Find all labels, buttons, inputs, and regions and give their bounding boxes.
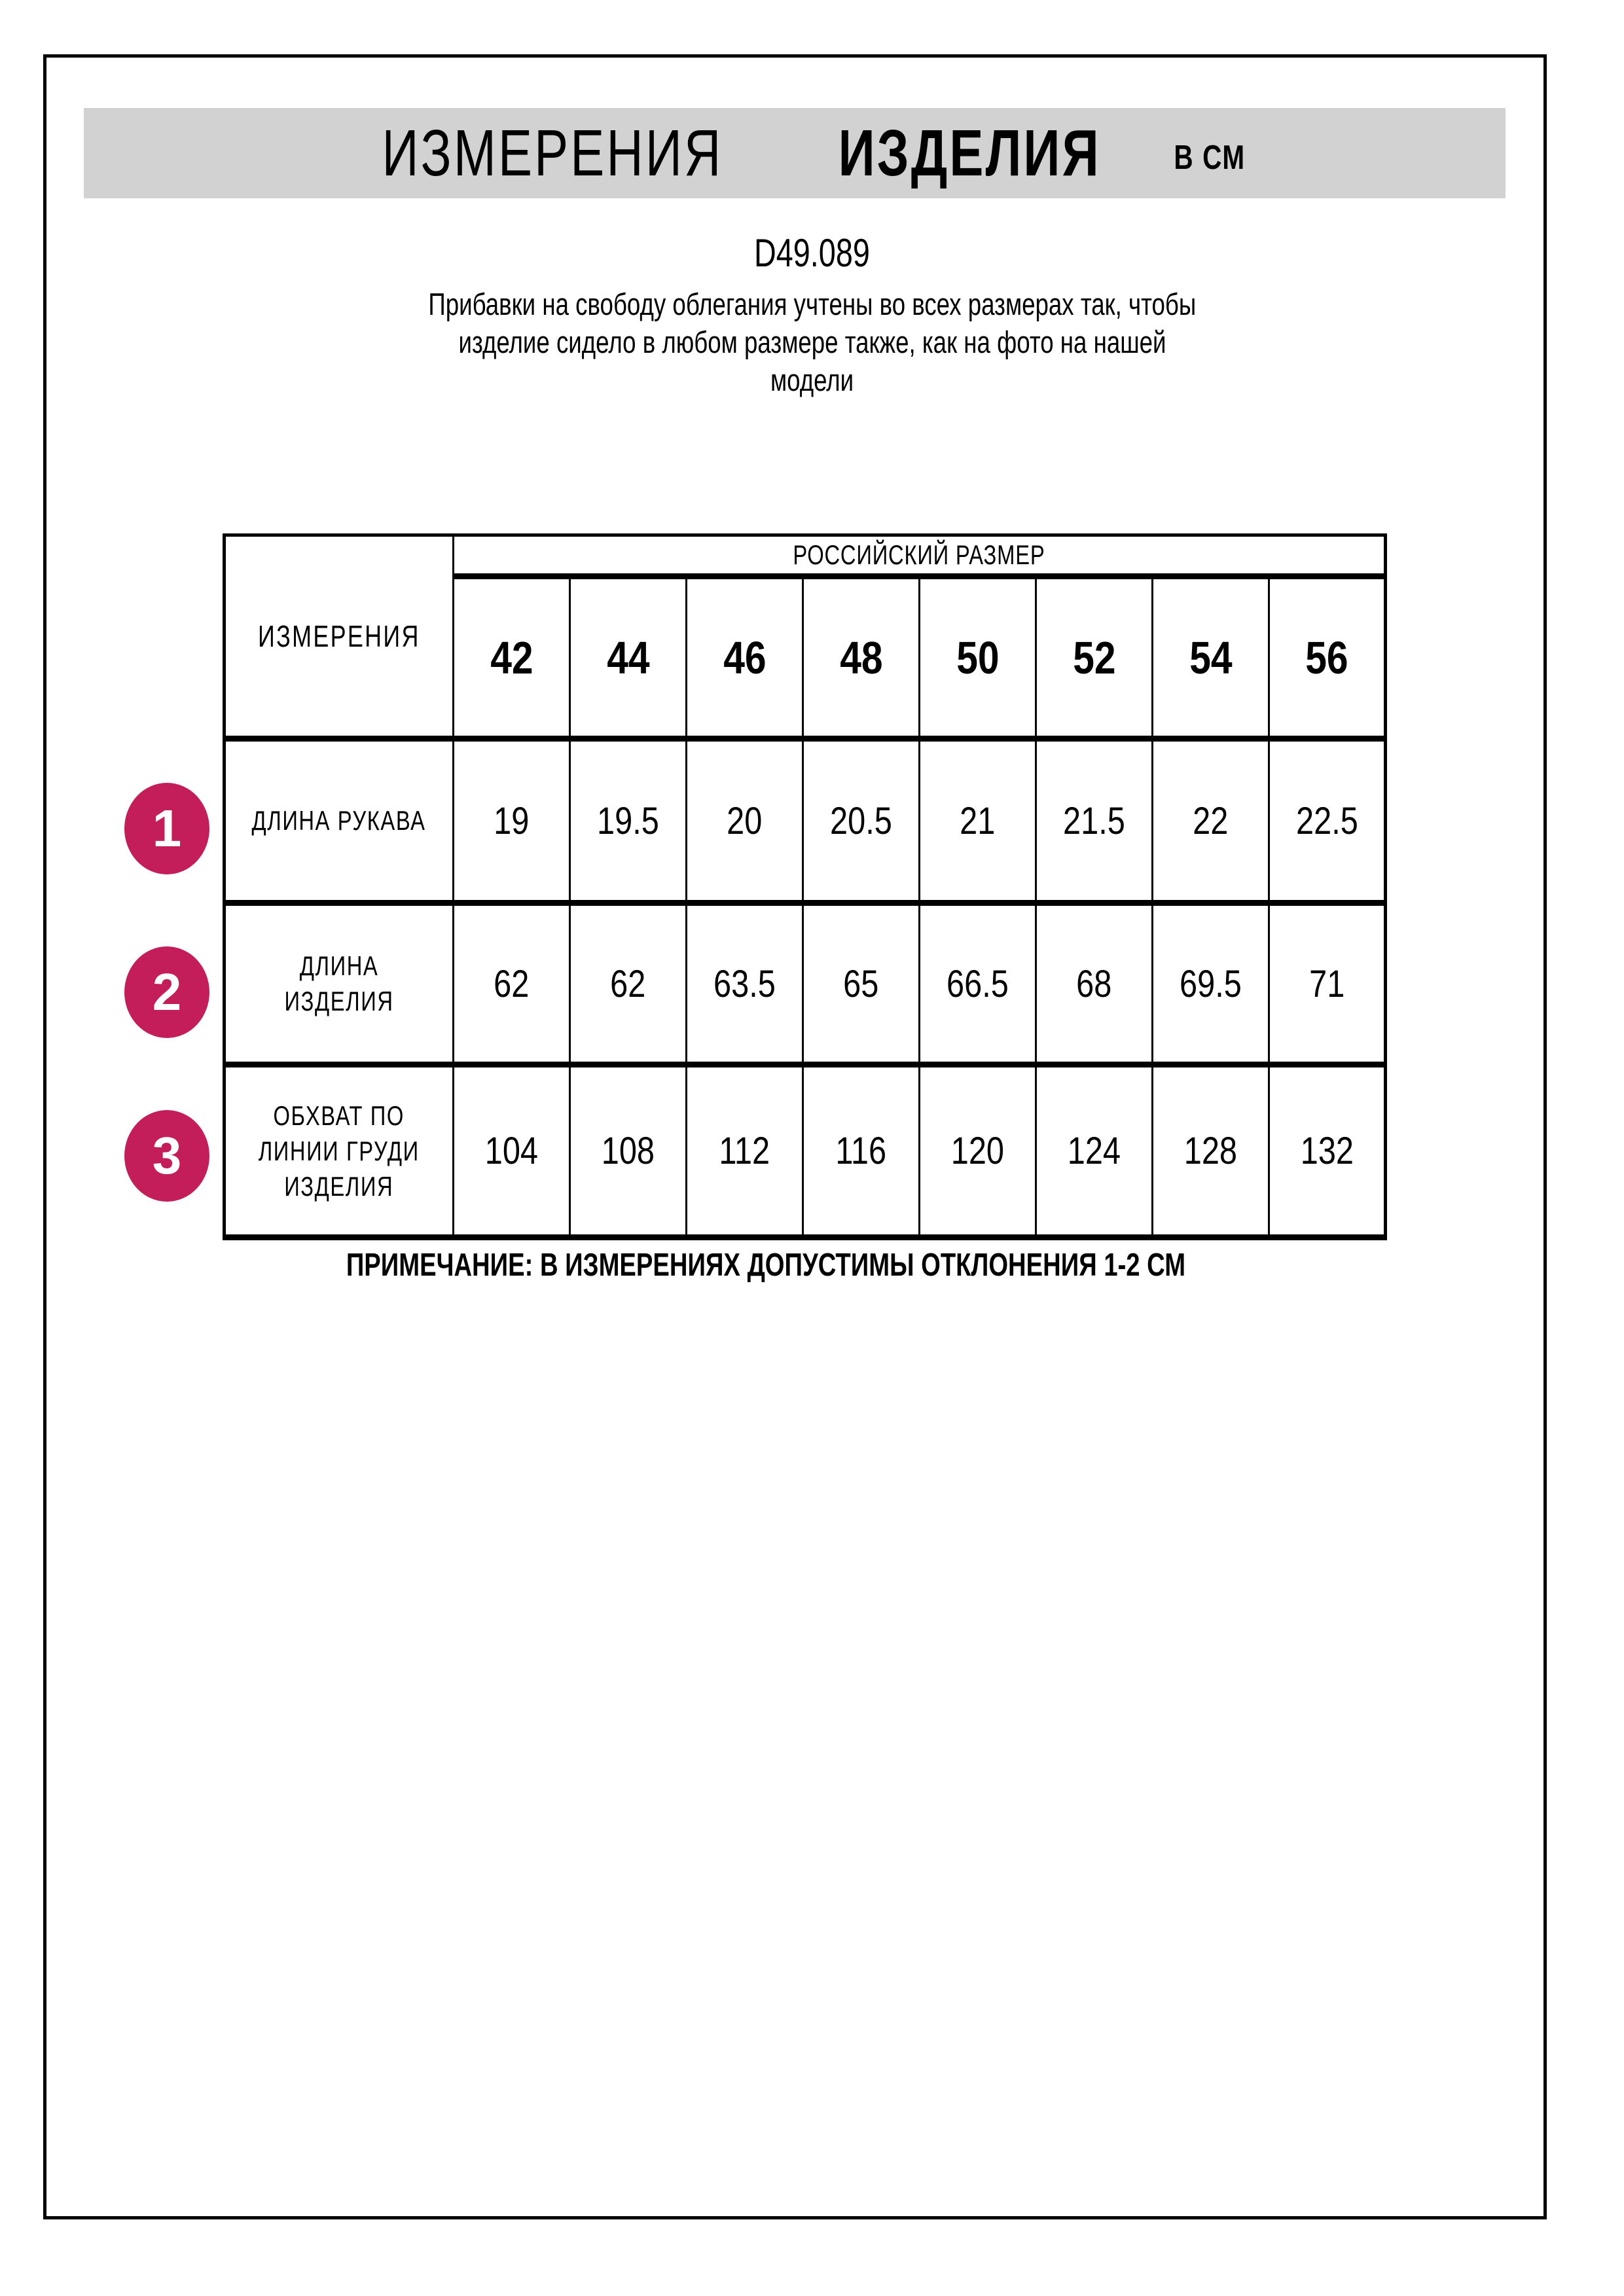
table-row-chest-girth — [225, 1065, 1386, 1238]
value-cell: 132 — [1269, 1065, 1386, 1238]
value-cell: 68 — [1036, 903, 1153, 1065]
size-header-cell: 44 — [570, 577, 687, 739]
title-bar — [84, 108, 1506, 198]
table-row-sleeve-length — [225, 739, 1386, 903]
value-cell: 71 — [1269, 903, 1386, 1065]
value-cell: 19 — [454, 739, 570, 903]
size-header-cell: 52 — [1036, 577, 1153, 739]
badge-number: 1 — [152, 799, 182, 857]
size-header-cell: 50 — [920, 577, 1036, 739]
size-header-cell: 42 — [454, 577, 570, 739]
size-header-cell: 48 — [803, 577, 920, 739]
size-header-cell: 46 — [687, 577, 803, 739]
description-line — [0, 323, 1624, 361]
row-label-cell — [225, 1065, 454, 1238]
corner-header-cell — [225, 535, 454, 739]
value-cell: 62 — [570, 903, 687, 1065]
value-cell: 63.5 — [687, 903, 803, 1065]
size-table-grid — [223, 533, 1387, 1240]
row-label-text: ИЗДЕЛИЯ — [284, 986, 394, 1016]
description — [0, 285, 1624, 399]
value-cell: 124 — [1036, 1065, 1153, 1238]
value-cell: 65 — [803, 903, 920, 1065]
row-number-badge-2 — [124, 946, 209, 1038]
value-cell: 22.5 — [1269, 739, 1386, 903]
note — [111, 1245, 1420, 1285]
value-cell: 19.5 — [570, 739, 687, 903]
article-number-text: D49.089 — [754, 231, 870, 275]
row-label-text: ОБХВАТ ПО — [273, 1100, 405, 1131]
value-cell: 108 — [570, 1065, 687, 1238]
description-line — [0, 361, 1624, 399]
size-table — [223, 533, 1387, 1240]
table-row — [225, 535, 1386, 577]
row-number-badge-3 — [124, 1110, 209, 1202]
size-header-cell: 56 — [1269, 577, 1386, 739]
size-group-header-cell — [454, 535, 1386, 577]
value-cell: 66.5 — [920, 903, 1036, 1065]
value-cell: 104 — [454, 1065, 570, 1238]
description-line — [0, 285, 1624, 323]
row-label-text: ДЛИНА РУКАВА — [251, 805, 427, 836]
row-label-text: ДЛИНА — [299, 950, 379, 981]
value-cell: 69.5 — [1153, 903, 1269, 1065]
value-cell: 120 — [920, 1065, 1036, 1238]
row-label-text: ЛИНИИ ГРУДИ — [258, 1135, 420, 1166]
size-group-header-label: РОССИЙСКИЙ РАЗМЕР — [793, 539, 1045, 570]
row-label-cell — [225, 739, 454, 903]
value-cell: 128 — [1153, 1065, 1269, 1238]
badge-number: 3 — [152, 1126, 182, 1185]
value-cell: 21.5 — [1036, 739, 1153, 903]
description-line-text: модели — [770, 363, 854, 397]
row-number-badge-1 — [124, 783, 209, 874]
title-measurements: ИЗМЕРЕНИЯ — [382, 116, 723, 190]
value-cell: 22 — [1153, 739, 1269, 903]
value-cell: 21 — [920, 739, 1036, 903]
value-cell: 112 — [687, 1065, 803, 1238]
description-line-text: изделие сидело в любом размере также, как на фото на нашей — [458, 325, 1166, 359]
value-cell: 20 — [687, 739, 803, 903]
size-header-cell: 54 — [1153, 577, 1269, 739]
row-label-text: ИЗДЕЛИЯ — [284, 1170, 394, 1202]
row-label-cell — [225, 903, 454, 1065]
value-cell: 116 — [803, 1065, 920, 1238]
article-number — [0, 230, 1624, 276]
badge-number: 2 — [152, 963, 182, 1021]
table-row-item-length — [225, 903, 1386, 1065]
value-cell: 20.5 — [803, 739, 920, 903]
note-text: ПРИМЕЧАНИЕ: В ИЗМЕРЕНИЯХ ДОПУСТИМЫ ОТКЛОНЕНИЯ 1-2 СМ — [346, 1247, 1186, 1283]
corner-header-label: ИЗМЕРЕНИЯ — [258, 619, 420, 653]
title-product: ИЗДЕЛИЯ — [838, 116, 1101, 190]
description-line-text: Прибавки на свободу облегания учтены во всех размерах так, чтобы — [428, 287, 1196, 321]
value-cell: 62 — [454, 903, 570, 1065]
title-unit: В СМ — [1174, 139, 1246, 177]
